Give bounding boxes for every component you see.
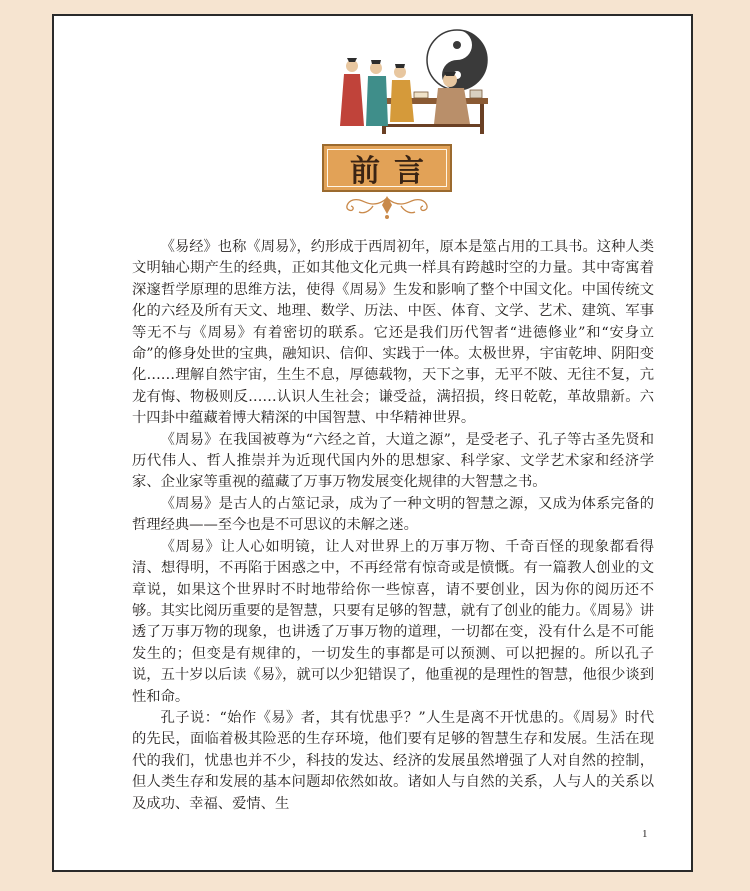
paragraph: 《周易》在我国被尊为“六经之首，大道之源”，是受老子、孔子等古圣先贤和历代伟人、哲人推崇并为近现代国内外的思想家、科学家、文学艺术家和经济学家、企业家等重视的蕴藏了万事万物发展变化规律的大智慧之书。	[132, 431, 654, 491]
paragraph: 孔子说：“始作《易》者，其有忧患乎？”人生是离不开忧患的。《周易》时代的先民，面临着极其险恶的生存环境，他们要有足够的智慧生存和发展。生活在现代的我们，忧患也并不少，科技的发达、经济的发展虽然增强了人对自然的控制，但人类生存和发展的基本问题却依然如故。诸如人与自然的关系，人与人的关系以及成功、幸福、爱情、生	[132, 709, 654, 812]
ancient-scholars-yin-yang-illustration	[330, 28, 530, 140]
paragraph: 《周易》是古人的占筮记录，成为了一种文明的智慧之源，又成为体系完备的哲理经典——至今也是不可思议的未解之迷。	[132, 495, 654, 534]
book-page	[52, 14, 693, 872]
floral-scroll-ornament	[339, 192, 435, 222]
paragraph: 《易经》也称《周易》，约形成于西周初年，原本是筮占用的工具书。这种人类文明轴心期产生的经典，正如其他文化元典一样具有跨越时空的力量。其中寄寓着深邃哲学原理的思维方法，使得《周易》生发和影响了整个中国文化。中国传统文化的六经及所有天文、地理、数学、历法、中医、体育、文学、艺术、建筑、军事等无不与《周易》有着密切的联系。它还是我们历代智者“进德修业”和“安身立命”的修身处世的宝典，融知识、信仰、实践于一体。太极世界，宇宙乾坤、阴阳变化……理解自然宇宙，生生不息，厚德载物，天下之事，无平不陂、无往不复，亢龙有悔、物极则反……认识人生社会；谦受益，满招损，终日乾乾，革故鼎新。六十四卦中蕴藏着博大精深的中国智慧、中华精神世界。	[132, 239, 654, 427]
page-title-banner	[322, 144, 452, 192]
page-number: 1	[642, 828, 648, 840]
page-title: 前言	[350, 154, 438, 189]
paragraph: 《周易》让人心如明镜，让人对世界上的万事万物、千奇百怪的现象都看得清、想得明，不再陷于困惑之中，不再经常有惊奇或是愤慨。有一篇教人创业的文章说，如果这个世界时不时地带给你一些惊喜，请不要创业，因为你的阅历还不够。其实比阅历重要的是智慧，只要有足够的智慧，就有了创业的能力。《周易》讲透了万事万物的现象，也讲透了万事万物的道理，一切都在变，没有什么是不可能发生的；但变是有规律的，一切发生的事都是可以预测、可以把握的。所以孔子说，五十岁以后读《易》，就可以少犯错误了，他重视的是理性的智慧，他很少谈到性和命。	[132, 538, 654, 705]
preface-body	[132, 237, 654, 815]
